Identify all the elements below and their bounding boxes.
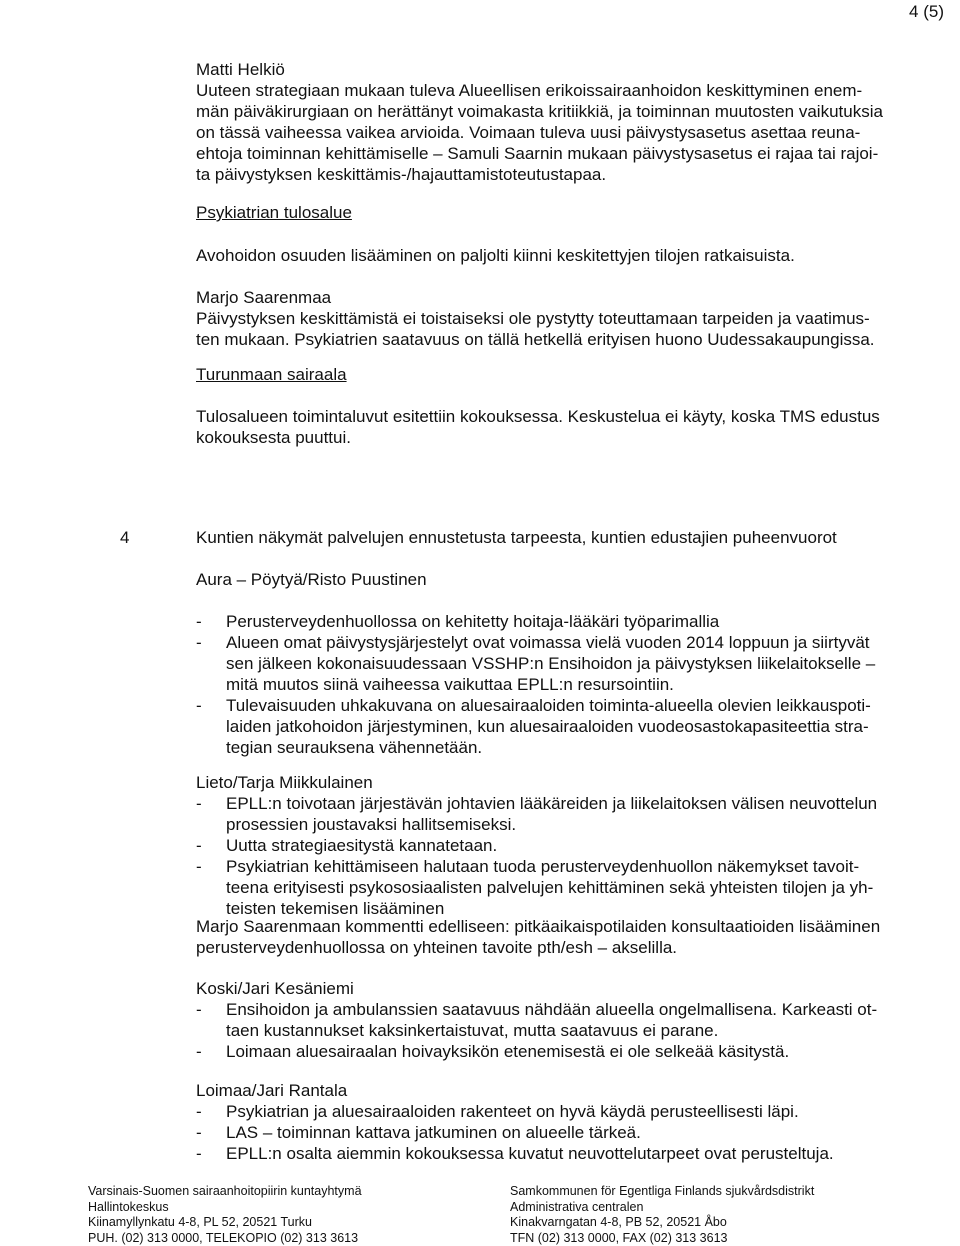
footer-right	[510, 1184, 814, 1246]
footer-line: PUH. (02) 313 0000, TELEKOPIO (02) 313 3613	[88, 1231, 362, 1246]
bullet-dash: -	[196, 793, 202, 814]
bullet-dash: -	[196, 695, 202, 716]
subheading-psykiatria	[196, 202, 916, 223]
speaker-heading-loimaa	[196, 1080, 916, 1101]
footer-line: Varsinais-Suomen sairaanhoitopiirin kuntayhtymä	[88, 1184, 362, 1200]
list-item-line: EPLL:n toivotaan järjestävän johtavien lääkäreiden ja liikelaitoksen välisen neuvottelun	[226, 793, 916, 814]
paragraph-line: Päivystyksen keskittämistä ei toistaiseksi ole pystytty toteuttamaan tarpeiden ja vaatimus-	[196, 308, 916, 329]
list-item-line: teena erityisesti psykososiaalisten palvelujen kehittäminen sekä yhteisten tilojen ja yh-	[226, 877, 916, 898]
bullet-list-koski	[196, 999, 916, 1062]
speaker-block-helkio	[196, 59, 916, 185]
section-number: 4	[120, 528, 129, 548]
bullet-list-aura	[196, 611, 916, 758]
paragraph-line: ta päivystyksen keskittämis-/hajauttamistoteutustapaa.	[196, 164, 916, 185]
bullet-dash: -	[196, 1122, 202, 1143]
list-item-line: Loimaan aluesairaalan hoivayksikön etenemisestä ei ole selkeää käsitystä.	[226, 1041, 916, 1062]
subheading-turunmaa	[196, 364, 916, 385]
paragraph-line: ten mukaan. Psykiatrien saatavuus on tällä hetkellä erityisen huono Uudessakaupungissa.	[196, 329, 916, 350]
speaker-name: Lieto/Tarja Miikkulainen	[196, 772, 916, 793]
paragraph-line: on tässä vaiheessa vaikea arvioida. Voimaan tuleva uusi päivystysasetus asettaa reuna-	[196, 122, 916, 143]
list-item-line: laiden jatkohoidon järjestyminen, kun aluesairaaloiden vuodeosastokapasiteettia stra-	[226, 716, 916, 737]
paragraph-line: ehtoja toiminnan kehittämiselle – Samuli Saarnin mukaan päivystysasetus ei rajaa tai rajoi-	[196, 143, 916, 164]
bullet-dash: -	[196, 632, 202, 653]
list-item	[196, 611, 916, 632]
list-item-line: Tulevaisuuden uhkakuvana on aluesairaaloiden toiminta-alueella olevien leikkauspoti-	[226, 695, 916, 716]
bullet-dash: -	[196, 611, 202, 632]
subheading-text: Psykiatrian tulosalue	[196, 203, 352, 222]
list-item	[196, 835, 916, 856]
speaker-name: Aura – Pöytyä/Risto Puustinen	[196, 569, 916, 590]
list-item	[196, 1122, 916, 1143]
list-item-line: sen jälkeen kokonaisuudessaan VSSHP:n Ensihoidon ja päivystyksen liikelaitokselle –	[226, 653, 916, 674]
paragraph-turunmaa	[196, 406, 916, 448]
subheading-text: Turunmaan sairaala	[196, 365, 347, 384]
list-item-line: teisten tekemisen lisääminen	[226, 898, 916, 919]
paragraph-line: kokouksesta puuttui.	[196, 427, 916, 448]
list-item	[196, 856, 916, 919]
list-item-line: tegian seurauksena vähennetään.	[226, 737, 916, 758]
list-item-line: prosessien joustavaksi hallitsemiseksi.	[226, 814, 916, 835]
comment-paragraph	[196, 916, 916, 958]
footer-line: TFN (02) 313 0000, FAX (02) 313 3613	[510, 1231, 814, 1246]
footer-left	[88, 1184, 362, 1246]
list-item	[196, 999, 916, 1041]
speaker-name: Loimaa/Jari Rantala	[196, 1080, 916, 1101]
speaker-name: Marjo Saarenmaa	[196, 287, 916, 308]
bullet-dash: -	[196, 999, 202, 1020]
bullet-list-lieto	[196, 793, 916, 919]
paragraph-psykiatria	[196, 245, 916, 266]
list-item	[196, 1101, 916, 1122]
list-item	[196, 695, 916, 758]
paragraph-line: perusterveydenhuollossa on yhteinen tavoite pth/esh – akselilla.	[196, 937, 916, 958]
speaker-heading-lieto	[196, 772, 916, 793]
footer-line: Hallintokeskus	[88, 1200, 362, 1216]
list-item	[196, 1041, 916, 1062]
paragraph-line: Marjo Saarenmaan kommentti edelliseen: pitkäaikaispotilaiden konsultaatioiden lisääminen	[196, 916, 916, 937]
paragraph-line: Tulosalueen toimintaluvut esitettiin kokouksessa. Keskustelua ei käyty, koska TMS edustus	[196, 406, 916, 427]
paragraph-line: män päiväkirurgiaan on herättänyt voimakasta kritiikkiä, ja toiminnan muutosten vaikutuksia	[196, 101, 916, 122]
list-item-line: Alueen omat päivystysjärjestelyt ovat voimassa vielä vuoden 2014 loppuun ja siirtyvät	[226, 632, 916, 653]
list-item	[196, 632, 916, 695]
bullet-dash: -	[196, 856, 202, 877]
list-item-line: EPLL:n osalta aiemmin kokouksessa kuvatut neuvottelutarpeet ovat perusteltuja.	[226, 1143, 916, 1164]
footer-line: Administrativa centralen	[510, 1200, 814, 1216]
section-title: Kuntien näkymät palvelujen ennustetusta tarpeesta, kuntien edustajien puheenvuorot	[196, 528, 837, 548]
page-number: 4 (5)	[909, 2, 944, 22]
bullet-dash: -	[196, 835, 202, 856]
paragraph-line: Avohoidon osuuden lisääminen on paljolti kiinni keskitettyjen tilojen ratkaisuista.	[196, 245, 916, 266]
list-item-line: Psykiatrian ja aluesairaaloiden rakenteet on hyvä käydä perusteellisesti läpi.	[226, 1101, 916, 1122]
list-item-line: Uutta strategiaesitystä kannatetaan.	[226, 835, 916, 856]
bullet-dash: -	[196, 1041, 202, 1062]
speaker-heading-aura	[196, 569, 916, 590]
list-item-line: Psykiatrian kehittämiseen halutaan tuoda perusterveydenhuollon näkemykset tavoit-	[226, 856, 916, 877]
paragraph-line: Uuteen strategiaan mukaan tuleva Alueellisen erikoissairaanhoidon keskittyminen enem-	[196, 80, 916, 101]
footer-line: Kinakvarngatan 4-8, PB 52, 20521 Åbo	[510, 1215, 814, 1231]
speaker-name: Koski/Jari Kesäniemi	[196, 978, 916, 999]
bullet-list-loimaa	[196, 1101, 916, 1164]
list-item-line: LAS – toiminnan kattava jatkuminen on alueelle tärkeä.	[226, 1122, 916, 1143]
list-item-line: mitä muutos siinä vaiheessa vaikuttaa EPLL:n resursointiin.	[226, 674, 916, 695]
list-item-line: Perusterveydenhuollossa on kehitetty hoitaja-lääkäri työparimallia	[226, 611, 916, 632]
bullet-dash: -	[196, 1101, 202, 1122]
list-item-line: Ensihoidon ja ambulanssien saatavuus nähdään alueella ongelmallisena. Karkeasti ot-	[226, 999, 916, 1020]
speaker-name: Matti Helkiö	[196, 59, 916, 80]
speaker-heading-koski	[196, 978, 916, 999]
list-item-line: taen kustannukset kaksinkertaistuvat, mutta saatavuus ei parane.	[226, 1020, 916, 1041]
list-item	[196, 793, 916, 835]
speaker-block-saarenmaa	[196, 287, 916, 350]
list-item	[196, 1143, 916, 1164]
bullet-dash: -	[196, 1143, 202, 1164]
footer-line: Samkommunen för Egentliga Finlands sjukvårdsdistrikt	[510, 1184, 814, 1200]
footer-line: Kiinamyllynkatu 4-8, PL 52, 20521 Turku	[88, 1215, 362, 1231]
